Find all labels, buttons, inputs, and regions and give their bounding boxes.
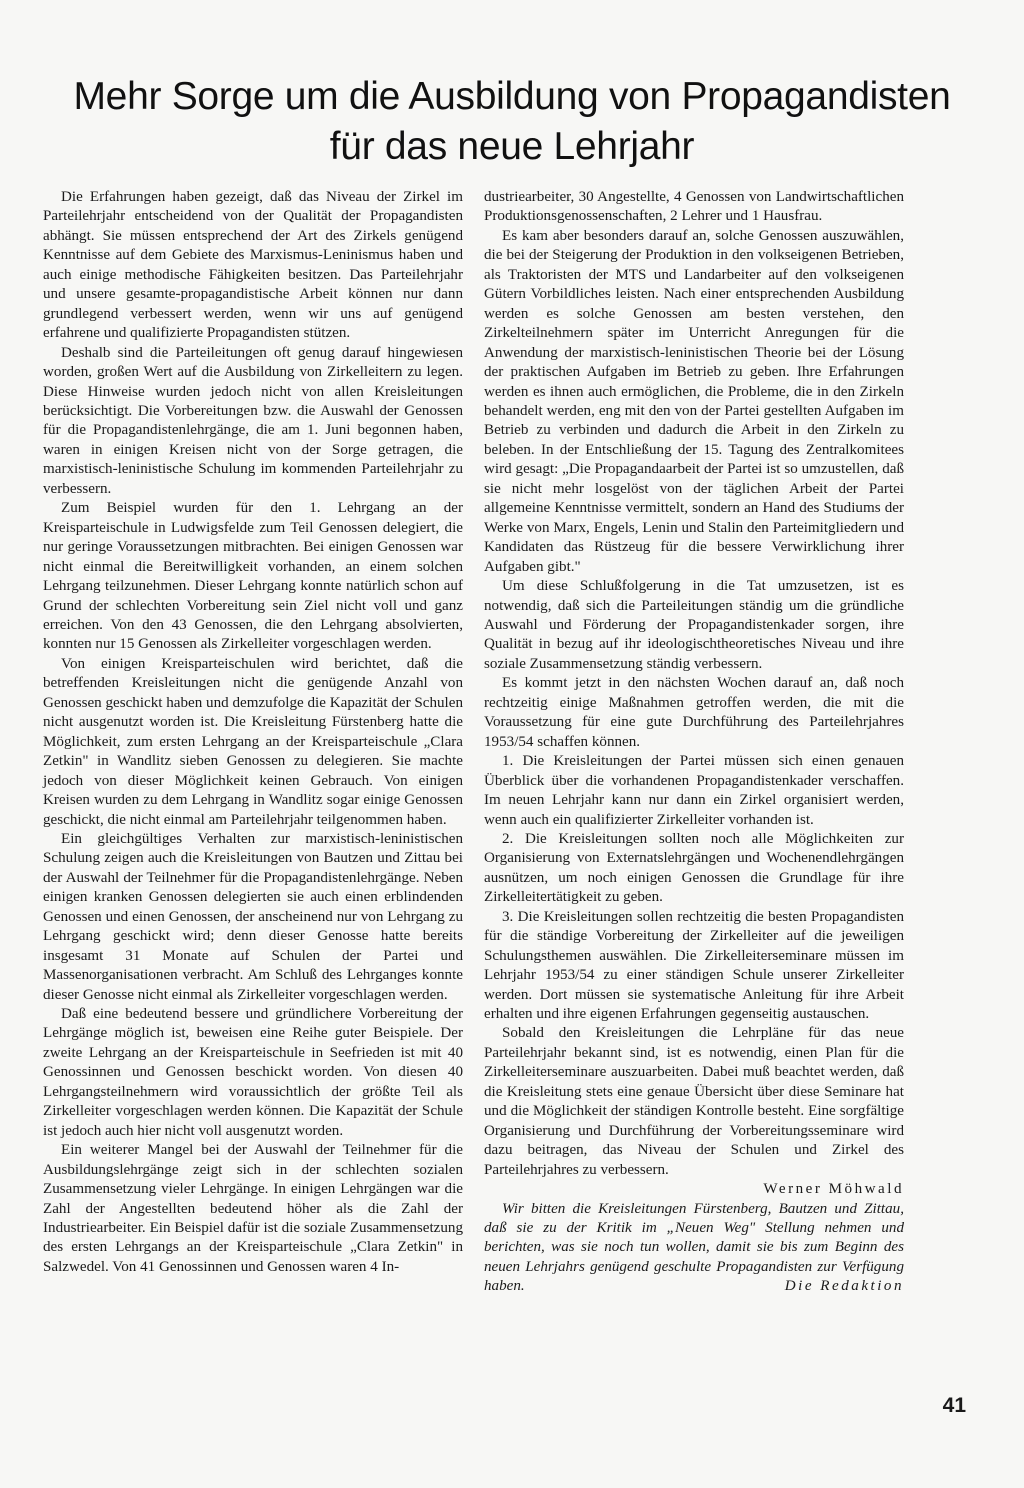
paragraph: 2. Die Kreisleitungen sollten noch alle Möglichkeiten zur Organisierung von Externatslehrgängen und Wochenendlehrgängen ausnützen, um noch einigen Genossen die Grundlage für ihre Zirkelleitertätigkeit zu geben. bbox=[484, 830, 904, 906]
paragraph: 1. Die Kreisleitungen der Partei müssen sich einen genauen Überblick über die vorhandenen Propagandistenkader verschaffen. Im neuen Lehrjahr kann nur dann ein Zirkel organisiert werden, wenn auch ein qualifizierter Zirkelleiter vorhanden ist. bbox=[484, 753, 904, 828]
paragraph: Die Erfahrungen haben gezeigt, daß das Niveau der Zirkel im Parteilehrjahr entscheidend von der Qualität der Propagandisten abhängt. Sie müssen entsprechend der Art des Zirkels genügend Kenntnisse auf dem Gebiete des Marxismus-Leninismus haben und auch einige methodische Fähigkeiten besitzen. Das Parteilehrjahr und unsere gesamte-propagandistische Arbeit können nur dann grundlegend verbessert werden, wenn wir uns auf genügend erfahrene und qualifizierte Propagandisten stützen. bbox=[43, 189, 463, 342]
paragraph: Ein gleichgültiges Verhalten zur marxistisch-leninistischen Schulung zeigen auch die Kreisleitungen von Bautzen und Zittau bei der Auswahl der Teilnehmer für die Propagandistenlehrgänge. Neben einigen kranken Genossen delegierten sie auch einen erblindenden Genossen und einen Genossen, der anscheinend nur von Lehrgang zu Lehrgang geschickt wird; denn dieser Genosse hatte bereits insgesamt 31 Monate auf Schulen der Partei und Massenorganisationen verbracht. Am Schluß des Lehrganges konnte dieser Genosse nicht einmal als Zirkelleiter vorgeschlagen werden. bbox=[43, 830, 463, 1003]
page-number: 41 bbox=[942, 1394, 966, 1417]
paragraph: Um diese Schlußfolgerung in die Tat umzusetzen, ist es notwendig, daß sich die Parteileitungen ständig um die gründliche Auswahl und Förderung der Propagandistenkader sorgen, ihre Qualität in bezug auf ihr ideologischtheoretisches Niveau und ihre soziale Zusammensetzung ständig verbessern. bbox=[484, 578, 904, 672]
author-signature: Werner Möhwald bbox=[763, 1181, 904, 1198]
article-title-line-2: für das neue Lehrjahr bbox=[329, 125, 695, 168]
article-title-line-1: Mehr Sorge um die Ausbildung von Propagandisten bbox=[73, 75, 951, 118]
paragraph: 3. Die Kreisleitungen sollen rechtzeitig die besten Propagandisten für die ständige Vorbereitung der Zirkelleiter auf die jeweiligen Schulungsthemen auswählen. Die Zirkelleiterseminare müssen im Lehrjahr 1953/54 zu einer ständigen Schule unserer Zirkelleiter werden. Dort müssen sie systematische Anleitung für ihre Arbeit erhalten und ihre eigenen Erfahrungen gegenseitig austauschen. bbox=[484, 908, 904, 1023]
editor-note bbox=[484, 1200, 904, 1297]
article-title bbox=[40, 72, 984, 172]
editor-note-text: Wir bitten die Kreisleitungen Fürstenberg, Bautzen und Zittau, daß sie zu der Kritik im „Neuen Weg" Stellung nehmen und berichten, was sie noch tun wollen, damit sie bis zum Beginn des neuen Lehrjahrs genügend geschulte Propagandisten zur Verfügung haben. bbox=[484, 1200, 904, 1295]
paragraph: Von einigen Kreisparteischulen wird berichtet, daß die betreffenden Kreisleitungen nicht die genügende Anzahl von Genossen geschickt haben und demzufolge die Kapazität der Schulen nicht ausgenutzt worden ist. Die Kreisleitung Fürstenberg hatte die Möglichkeit, zum ersten Lehrgang an der Kreisparteischule „Clara Zetkin" in Wandlitz sieben Genossen zu delegieren. Sie machte jedoch von dieser Möglichkeit keinen Gebrauch. Von einigen Kreisen wurden zu dem Lehrgang in Wandlitz sogar einige Genossen geschickt, die nicht einmal am Parteilehrjahr teilgenommen haben. bbox=[43, 655, 463, 828]
paragraph: Ein weiterer Mangel bei der Auswahl der Teilnehmer für die Ausbildungslehrgänge zeigt sich in der schlechten sozialen Zusammensetzung vieler Lehrgänge. In einigen Lehrgängen war die Zahl der Angestellten bedeutend höher als die Zahl der Industriearbeiter. Ein Beispiel dafür ist die soziale Zusammensetzung des ersten Lehrgangs an der Kreisparteischule „Clara Zetkin" in Salzwedel. Von 41 Genossinnen und Genossen waren 4 In- bbox=[43, 1142, 463, 1275]
paragraph: Daß eine bedeutend bessere und gründlichere Vorbereitung der Lehrgänge möglich ist, beweisen eine Reihe guter Beispiele. Der zweite Lehrgang an der Kreisparteischule in Seefrieden ist mit 40 Genossinnen und Genossen beschickt worden. Von diesen 40 Lehrgangsteilnehmern wird voraussichtlich der größte Teil als Zirkelleiter vorgeschlagen werden können. Die Kapazität der Schule ist jedoch auch hier nicht voll ausgenutzt worden. bbox=[43, 1006, 463, 1139]
paragraph: Es kommt jetzt in den nächsten Wochen darauf an, daß noch rechtzeitig einige Maßnahmen getroffen werden, die mit die Voraussetzung für eine gute Durchführung des Parteilehrjahres 1953/54 schaffen können. bbox=[484, 675, 904, 750]
left-column bbox=[43, 188, 463, 1277]
paragraph: Sobald den Kreisleitungen die Lehrpläne für das neue Parteilehrjahr bekannt sind, ist es notwendig, einen Plan für die Zirkelleiterseminare auszuarbeiten. Dabei muß beachtet werden, daß die Kreisleitung stets eine genaue Übersicht über diese Seminare hat und die Möglichkeit der ständigen Kontrolle besteht. Eine sorgfältige Organisierung und Durchführung der Vorbereitungsseminare wird dazu beitragen, das Niveau der Schulen und Zirkel des Parteilehrjahres zu verbessern. bbox=[484, 1025, 904, 1178]
paragraph: Es kam aber besonders darauf an, solche Genossen auszuwählen, die bei der Steigerung der Produktion in den volkseigenen Betrieben, als Traktoristen der MTS und Landarbeiter auf den volkseigenen Gütern Vorbildliches leisten. Nach einer entsprechenden Ausbildung werden es solche Genossen am besten verstehen, den Zirkelteilnehmern später im Unterricht Anregungen für die Anwendung der marxistisch-leninistischen Theorie bei der Lösung der praktischen Aufgaben im Betrieb zu geben. Ihre Erfahrungen werden es ihnen auch ermöglichen, die Probleme, die in den Zirkeln behandelt werden, eng mit den von der Partei gestellten Aufgaben im Betrieb zu verbinden und dadurch die Arbeit in den Zirkeln zu beleben. In der Entschließung der 15. Tagung des Zentralkomitees wird gesagt: „Die Propagandaarbeit der Partei ist so umzustellen, daß sie nicht mehr losgelöst von der täglichen Arbeit der Partei allgemeine Kenntnisse vermittelt, sondern an Hand des Studiums der Werke von Marx, Engels, Lenin und Stalin den Parteimitgliedern und Kandidaten das Rüstzeug für die bessere Verwirklichung ihrer Aufgaben gibt." bbox=[484, 227, 904, 575]
right-column bbox=[484, 188, 904, 1297]
paragraph-continuation: dustriearbeiter, 30 Angestellte, 4 Genossen von Landwirtschaftlichen Produktionsgenossenschaften, 2 Lehrer und 1 Hausfrau. bbox=[484, 189, 904, 225]
paragraph: Zum Beispiel wurden für den 1. Lehrgang an der Kreisparteischule in Ludwigsfelde zum Teil Genossen delegiert, die nur geringe Voraussetzungen mitbrachten. Bei einigen Genossen war nicht einmal die Bereitwilligkeit vorhanden, an einem solchen Lehrgang teilzunehmen. Dieser Lehrgang konnte natürlich schon auf Grund der schlechten Vorbereitung sein Ziel nicht voll und ganz erreichen. Von den 43 Genossen, die den Lehrgang absolvierten, konnten nur 15 Genossen als Zirkelleiter vorgeschlagen werden. bbox=[43, 500, 463, 653]
editor-signature: Die Redaktion bbox=[784, 1278, 904, 1295]
paragraph: Deshalb sind die Parteileitungen oft genug darauf hingewiesen worden, großen Wert auf die Ausbildung von Zirkelleitern zu legen. Diese Hinweise wurden jedoch nicht von allen Kreisleitungen berücksichtigt. Die Vorbereitungen bzw. die Auswahl der Genossen für die Propagandistenlehrgänge, die am 1. Juni begonnen haben, waren in einigen Kreisen nicht von der Sorge getragen, die marxistisch-leninistische Schulung im kommenden Parteilehrjahr zu verbessern. bbox=[43, 344, 463, 497]
